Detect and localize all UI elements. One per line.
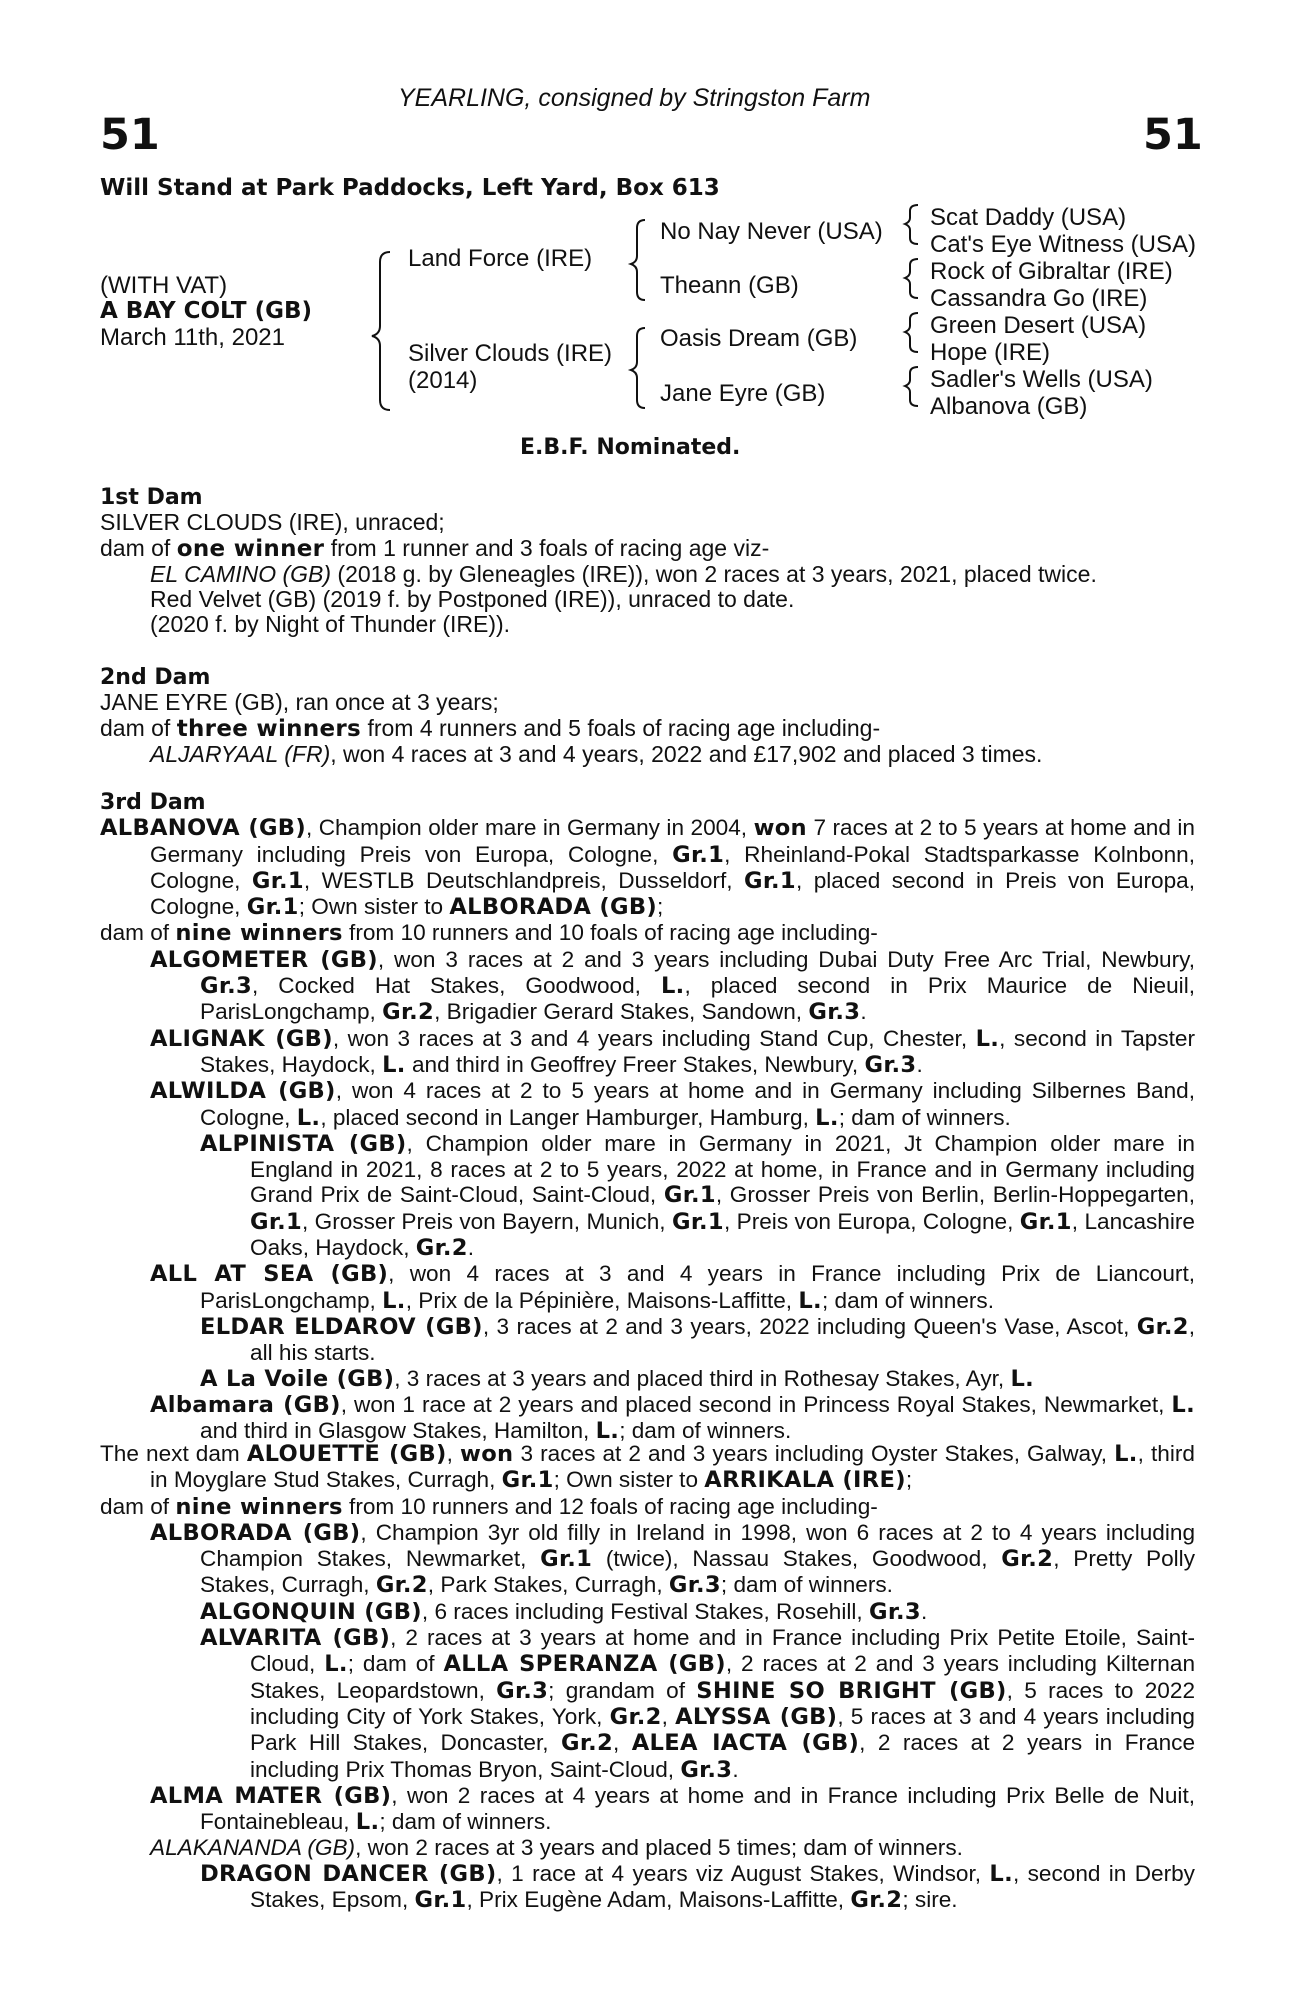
- lot-number-left: 51: [100, 110, 160, 160]
- lot-number-right: 51: [1143, 110, 1203, 160]
- dam-name: Silver Clouds (IRE): [408, 340, 613, 367]
- sire-sire: No Nay Never (USA): [660, 218, 883, 245]
- alvarita-entry: ALVARITA (GB), 2 races at 3 years at home and in France including Prix Petite Etoile, Saint-Cloud, L.; dam of ALLA SPERANZA (GB), 2 races at 2 and 3 years including Kilternan Stakes, Leopardstown, Gr.3; grandam of SHINE SO BRIGHT (GB), 5 races to 2022 including City of York Stakes, York, Gr.2, ALYSSA (GB), 5 races at 3 and 4 years including Park Hill Stakes, Doncaster, Gr.2, ALEA IACTA (GB), 2 races at 2 years in France including Prix Thomas Bryon, Saint-Cloud, Gr.3.: [200, 1625, 1196, 1783]
- horse-name: A BAY COLT (GB): [100, 298, 313, 324]
- first-dam-line2: dam of one winner from 1 runner and 3 foals of racing age viz-: [100, 534, 770, 562]
- second-dam-line2: dam of three winners from 4 runners and 5 foals of racing age including-: [100, 714, 881, 742]
- ebf-nominated: E.B.F. Nominated.: [520, 435, 741, 460]
- first-dam-section: [100, 485, 1195, 638]
- dam-year: (2014): [408, 367, 478, 394]
- next-dam-section: [100, 1441, 1195, 1913]
- dds: Sadler's Wells (USA): [930, 366, 1153, 393]
- dss: Green Desert (USA): [930, 312, 1147, 339]
- first-dam-produce-3: (2020 f. by Night of Thunder (IRE)).: [150, 611, 511, 638]
- eldar-eldarov-entry: ELDAR ELDAROV (GB), 3 races at 2 and 3 years, 2022 including Queen's Vase, Ascot, Gr.2, all his starts.: [200, 1313, 1196, 1366]
- dsd: Hope (IRE): [930, 339, 1051, 366]
- all-at-sea-entry: ALL AT SEA (GB), won 4 races at 3 and 4 years in France including Prix de Liancourt, ParisLongchamp, L., Prix de la Pépinière, Maisons-Laffitte, L.; dam of winners.: [150, 1261, 1195, 1314]
- alma-mater-entry: ALMA MATER (GB), won 2 races at 4 years at home and in France including Prix Belle de Nuit, Fontainebleau, L.; dam of winners.: [150, 1782, 1196, 1836]
- second-dam-heading: 2nd Dam: [100, 665, 211, 690]
- stand-location: Will Stand at Park Paddocks, Left Yard, Box 613: [100, 175, 720, 201]
- alignak-entry: ALIGNAK (GB), won 3 races at 3 and 4 years including Stand Cup, Chester, L., second in Tapster Stakes, Haydock, L. and third in Geoffrey Freer Stakes, Newbury, Gr.3.: [150, 1025, 1196, 1078]
- page-header: YEARLING, consigned by Stringston Farm: [398, 84, 871, 112]
- third-dam-heading: 3rd Dam: [100, 790, 206, 815]
- ddd: Albanova (GB): [930, 393, 1088, 420]
- first-dam-produce-1: EL CAMINO (GB) (2018 g. by Gleneagles (IRE)), won 2 races at 3 years, 2021, placed twice.: [150, 560, 1097, 587]
- third-dam-section: [100, 790, 1195, 1444]
- alouette-entry: The next dam ALOUETTE (GB), won 3 races at 2 and 3 years including Oyster Stakes, Galway, L., third in Moyglare Stud Stakes, Curragh, Gr.1; Own sister to ARRIKALA (IRE);: [100, 1441, 1195, 1494]
- ssd: Cat's Eye Witness (USA): [930, 231, 1196, 258]
- second-dam-section: [100, 665, 1195, 767]
- sire: Land Force (IRE): [408, 245, 593, 272]
- foaling-date: March 11th, 2021: [100, 324, 286, 351]
- alborada-entry: ALBORADA (GB), Champion 3yr old filly in Ireland in 1998, won 6 races at 2 to 4 years including Champion Stakes, Newmarket, Gr.1 (twice), Nassau Stakes, Goodwood, Gr.2, Pretty Polly Stakes, Curragh, Gr.2, Park Stakes, Curragh, Gr.3; dam of winners.: [150, 1519, 1196, 1599]
- sire-dam: Theann (GB): [660, 272, 799, 299]
- algometer-entry: ALGOMETER (GB), won 3 races at 2 and 3 years including Dubai Duty Free Arc Trial, Newbury, Gr.3, Cocked Hat Stakes, Goodwood, L., placed second in Prix Maurice de Nieuil, ParisLongchamp, Gr.2, Brigadier Gerard Stakes, Sandown, Gr.3.: [150, 946, 1196, 1026]
- dam-dam: Jane Eyre (GB): [660, 380, 826, 407]
- second-dam-line1: JANE EYRE (GB), ran once at 3 years;: [100, 689, 499, 716]
- sds: Rock of Gibraltar (IRE): [930, 258, 1173, 285]
- first-dam-heading: 1st Dam: [100, 485, 203, 510]
- sss: Scat Daddy (USA): [930, 204, 1127, 231]
- dam-sire: Oasis Dream (GB): [660, 325, 858, 352]
- albanova-entry: ALBANOVA (GB), Champion older mare in Germany in 2004, won 7 races at 2 to 5 years at home and in Germany including Preis von Europa, Cologne, Gr.1, Rheinland-Pokal Stadtsparkasse Kolnbonn, Cologne, Gr.1, WESTLB Deutschlandpreis, Dusseldorf, Gr.1, placed second in Preis von Europa, Cologne, Gr.1; Own sister to ALBORADA (GB);: [100, 815, 1195, 921]
- first-dam-line1: SILVER CLOUDS (IRE), unraced;: [100, 509, 445, 536]
- alouette-produce-summary: dam of nine winners from 10 runners and 12 foals of racing age including-: [100, 1493, 878, 1520]
- dragon-dancer-entry: DRAGON DANCER (GB), 1 race at 4 years viz August Stakes, Windsor, L., second in Derby Stakes, Epsom, Gr.1, Prix Eugène Adam, Maisons-Laffitte, Gr.2; sire.: [200, 1860, 1195, 1914]
- first-dam-produce-2: Red Velvet (GB) (2019 f. by Postponed (IRE)), unraced to date.: [150, 586, 795, 613]
- albamara-entry: Albamara (GB), won 1 race at 2 years and placed second in Princess Royal Stakes, Newmarket, L. and third in Glasgow Stakes, Hamilton, L.; dam of winners.: [150, 1391, 1195, 1445]
- alpinista-entry: ALPINISTA (GB), Champion older mare in Germany in 2021, Jt Champion older mare in England in 2021, 8 races at 2 to 5 years, 2022 at home, in France and in Germany including Grand Prix de Saint-Cloud, Saint-Cloud, Gr.1, Grosser Preis von Berlin, Berlin-Hoppegarten, Gr.1, Grosser Preis von Bayern, Munich, Gr.1, Preis von Europa, Cologne, Gr.1, Lancashire Oaks, Haydock, Gr.2.: [200, 1130, 1195, 1262]
- sdd: Cassandra Go (IRE): [930, 285, 1148, 312]
- alwilda-entry: ALWILDA (GB), won 4 races at 2 to 5 years at home and in Germany including Silbernes Band, Cologne, L., placed second in Langer Hamburger, Hamburg, L.; dam of winners.: [150, 1078, 1195, 1131]
- albanova-produce-summary: dam of nine winners from 10 runners and 10 foals of racing age including-: [100, 920, 878, 947]
- algonquin-entry: ALGONQUIN (GB), 6 races including Festival Stakes, Rosehill, Gr.3.: [200, 1598, 928, 1625]
- vat-note: (WITH VAT): [100, 272, 228, 299]
- a-la-voile-entry: A La Voile (GB), 3 races at 3 years and placed third in Rothesay Stakes, Ayr, L.: [200, 1365, 1035, 1392]
- second-dam-produce-1: ALJARYAAL (FR), won 4 races at 3 and 4 years, 2022 and £17,902 and placed 3 times.: [150, 740, 1043, 767]
- alakananda-entry: ALAKANANDA (GB), won 2 races at 3 years and placed 5 times; dam of winners.: [150, 1835, 963, 1861]
